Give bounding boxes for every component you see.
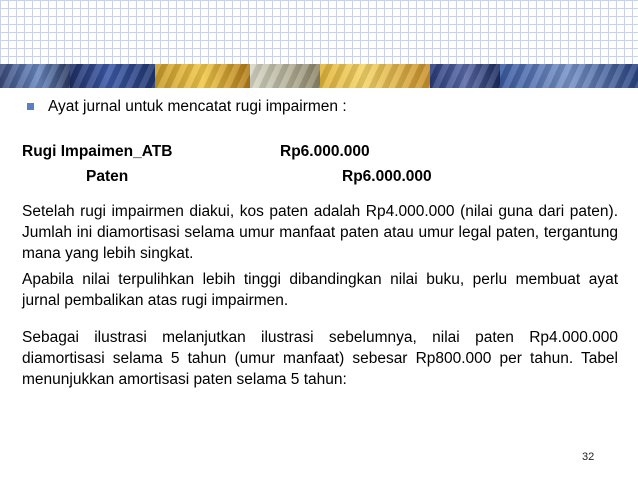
header-photo-strip <box>0 64 638 88</box>
header-grid-background <box>0 0 638 64</box>
paragraph: Setelah rugi impairmen diakui, kos paten adalah Rp4.000.000 (nilai guna dari paten). Jumlah ini diamortisasi selama umur manfaat paten atau umur legal paten, tergantung mana yang lebih singkat. <box>22 203 618 262</box>
header-photo-segment <box>0 64 70 88</box>
header-photo-segment <box>155 64 250 88</box>
credit-account: Paten <box>86 168 129 185</box>
bullet-text: Ayat jurnal untuk mencatat rugi impairmen : <box>48 98 347 115</box>
debit-amount: Rp6.000.000 <box>280 143 370 160</box>
page-number: 32 <box>582 451 595 463</box>
header-photo-segment <box>500 64 638 88</box>
header-photo-segment <box>250 64 320 88</box>
journal-entry <box>22 141 618 187</box>
header-photo-segment <box>70 64 155 88</box>
debit-account: Rugi Impaimen_ATB <box>22 143 173 160</box>
header-photo-segment <box>320 64 430 88</box>
slide-content <box>22 96 618 390</box>
paragraph: Apabila nilai terpulihkan lebih tinggi dibandingkan nilai buku, perlu membuat ayat jurnal pembalikan atas rugi impairmen. <box>22 271 618 309</box>
header-photo-segment <box>430 64 500 88</box>
paragraph: Sebagai ilustrasi melanjutkan ilustrasi sebelumnya, nilai paten Rp4.000.000 diamortisasi selama 5 tahun (umur manfaat) sebesar Rp800.000 per tahun. Tabel menunjukkan amortisasi paten selama 5 tahun: <box>22 329 618 388</box>
bullet-item <box>22 96 618 117</box>
credit-amount: Rp6.000.000 <box>342 168 432 185</box>
square-bullet-icon <box>27 103 34 110</box>
